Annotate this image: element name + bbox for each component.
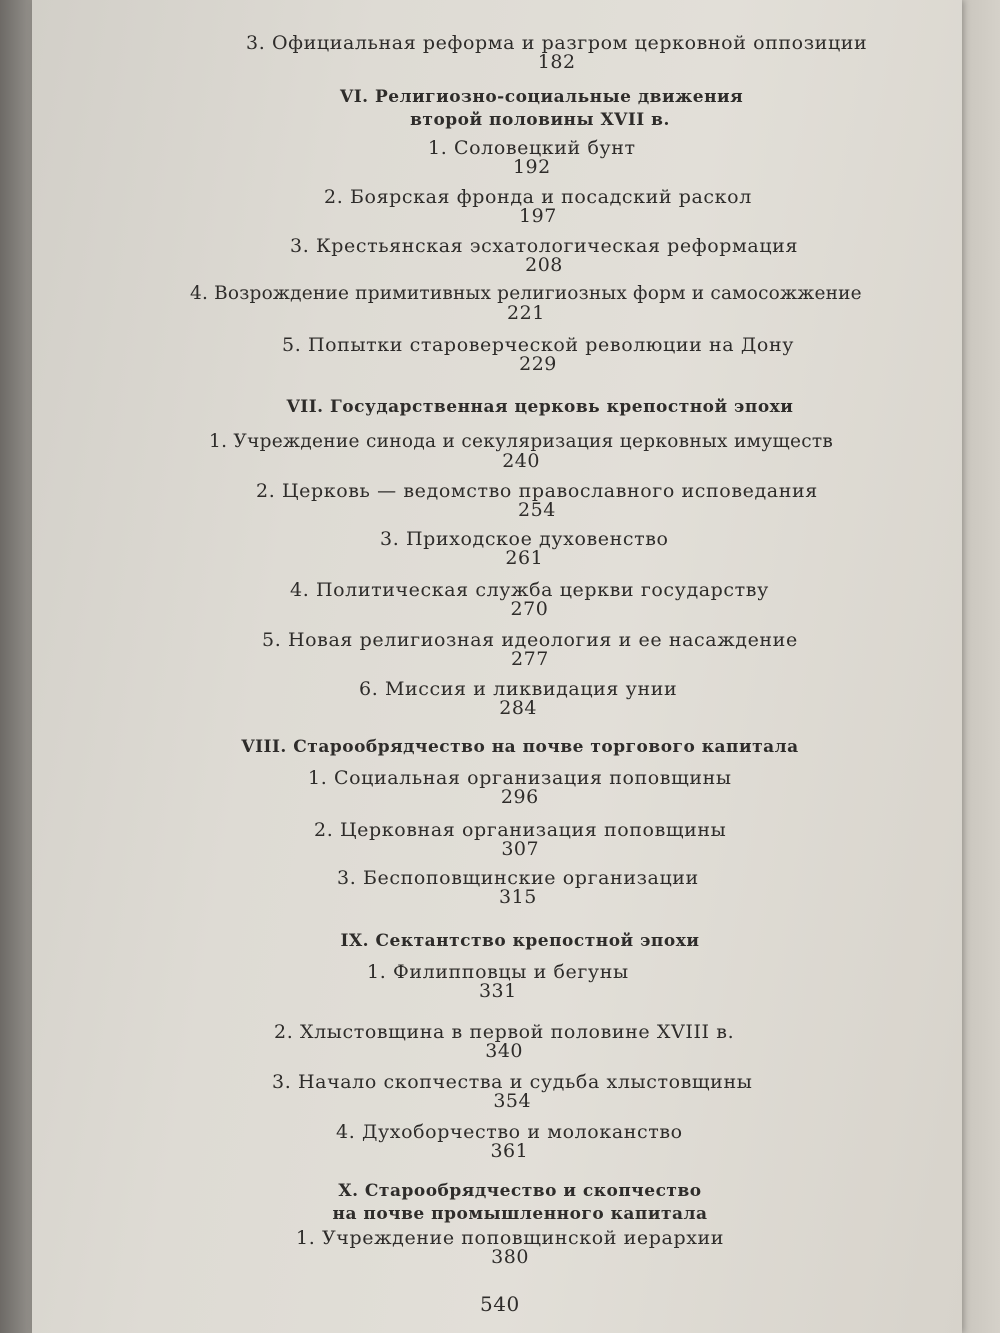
toc-entry-title: 5. Попытки староверческой революции на Дону [282, 334, 794, 356]
toc-entry-page: 307 [501, 838, 540, 860]
toc-entry-page: 197 [519, 205, 557, 227]
toc-entry [324, 187, 752, 226]
toc-entry-page: 361 [490, 1140, 529, 1162]
chapter-heading-line: VII. Государственная церковь крепостной эпохи [286, 397, 794, 417]
toc-entry-title: 2. Боярская фронда и посадский раскол [324, 186, 752, 208]
toc-entry-title: 1. Учреждение синода и секуляризация церковных имуществ [209, 431, 834, 452]
chapter-heading [310, 1180, 730, 1226]
toc-entry-page: 354 [493, 1090, 532, 1112]
toc-entry-title: 6. Миссия и ликвидация унии [359, 678, 678, 700]
toc-entry-title: 2. Церковная организация поповщины [314, 819, 727, 841]
toc-entry-title: 2. Хлыстовщина в первой половине XVIII в. [274, 1021, 735, 1043]
toc-entry [337, 868, 699, 907]
toc-entry-page: 240 [502, 450, 540, 472]
toc-entry [209, 432, 833, 471]
toc-entry-page: 331 [478, 980, 517, 1002]
toc-entry [256, 481, 818, 520]
chapter-heading [340, 86, 744, 132]
toc-entry [367, 962, 629, 1001]
toc-entry-page: 315 [499, 886, 537, 908]
toc-entry [272, 1072, 752, 1111]
toc-entry-page: 182 [537, 51, 576, 73]
toc-entry [282, 335, 794, 374]
toc-entry-page: 221 [507, 302, 545, 324]
toc-entry-title: 4. Политическая служба церкви государству [290, 579, 769, 601]
toc-entry-title: 3. Крестьянская эсхатологическая реформация [290, 235, 799, 257]
table-of-contents [32, 0, 962, 1333]
toc-entry [314, 820, 726, 859]
chapter-heading [240, 736, 800, 759]
chapter-heading [330, 930, 710, 953]
toc-entry-title: 3. Официальная реформа и разгром церковной оппозиции [246, 32, 868, 54]
toc-entry-page: 284 [499, 697, 537, 719]
toc-entry [290, 580, 769, 619]
toc-entry [290, 236, 798, 275]
chapter-heading-line: X. Старообрядчество и скопчество [338, 1181, 702, 1201]
book-page [32, 0, 962, 1333]
toc-entry-page: 261 [505, 547, 544, 569]
chapter-heading-line: второй половины XVII в. [410, 110, 670, 130]
chapter-heading-line: VIII. Старообрядчество на почве торгового капитала [241, 737, 799, 757]
toc-entry-page: 296 [500, 786, 539, 808]
toc-entry [262, 630, 798, 669]
toc-entry [190, 284, 862, 323]
toc-entry-title: 3. Приходское духовенство [380, 528, 669, 550]
chapter-heading [270, 396, 810, 419]
toc-entry [246, 33, 867, 72]
toc-entry-title: 1. Соловецкий бунт [428, 137, 636, 159]
toc-entry-page: 277 [511, 648, 549, 670]
toc-entry-title: 5. Новая религиозная идеология и ее насаждение [262, 629, 798, 651]
toc-entry [359, 679, 677, 718]
toc-entry-title: 1. Филипповцы и бегуны [367, 961, 629, 983]
toc-entry-title: 1. Социальная организация поповщины [308, 767, 732, 789]
toc-entry [336, 1122, 683, 1161]
toc-entry [296, 1228, 724, 1267]
toc-entry-page: 270 [510, 598, 549, 620]
toc-entry-page: 380 [491, 1246, 529, 1268]
toc-entry-title: 3. Начало скопчества и судьба хлыстовщины [272, 1071, 753, 1093]
toc-entry-title: 1. Учреждение поповщинской иерархии [296, 1227, 725, 1249]
toc-entry [308, 768, 732, 807]
chapter-heading-line: IX. Сектантство крепостной эпохи [340, 931, 700, 951]
toc-entry-title: 3. Беспоповщинские организации [337, 867, 699, 889]
chapter-heading-line: на почве промышленного капитала [332, 1204, 708, 1224]
toc-entry [428, 138, 636, 177]
toc-entry [380, 529, 669, 568]
toc-entry-title: 2. Церковь — ведомство православного исповедания [256, 480, 818, 502]
toc-entry [274, 1022, 734, 1061]
chapter-heading-line: VI. Религиозно-социальные движения [340, 87, 744, 107]
toc-entry-title: 4. Возрождение примитивных религиозных форм и самосожжение [190, 283, 862, 304]
toc-entry-page: 254 [518, 499, 556, 521]
toc-entry-page: 229 [519, 353, 557, 375]
toc-entry-page: 340 [485, 1040, 523, 1062]
toc-entry-page: 208 [525, 254, 563, 276]
toc-entry-page: 192 [512, 156, 551, 178]
toc-entry-title: 4. Духоборчество и молоканство [336, 1121, 683, 1143]
page-number: 540 [480, 1292, 520, 1316]
